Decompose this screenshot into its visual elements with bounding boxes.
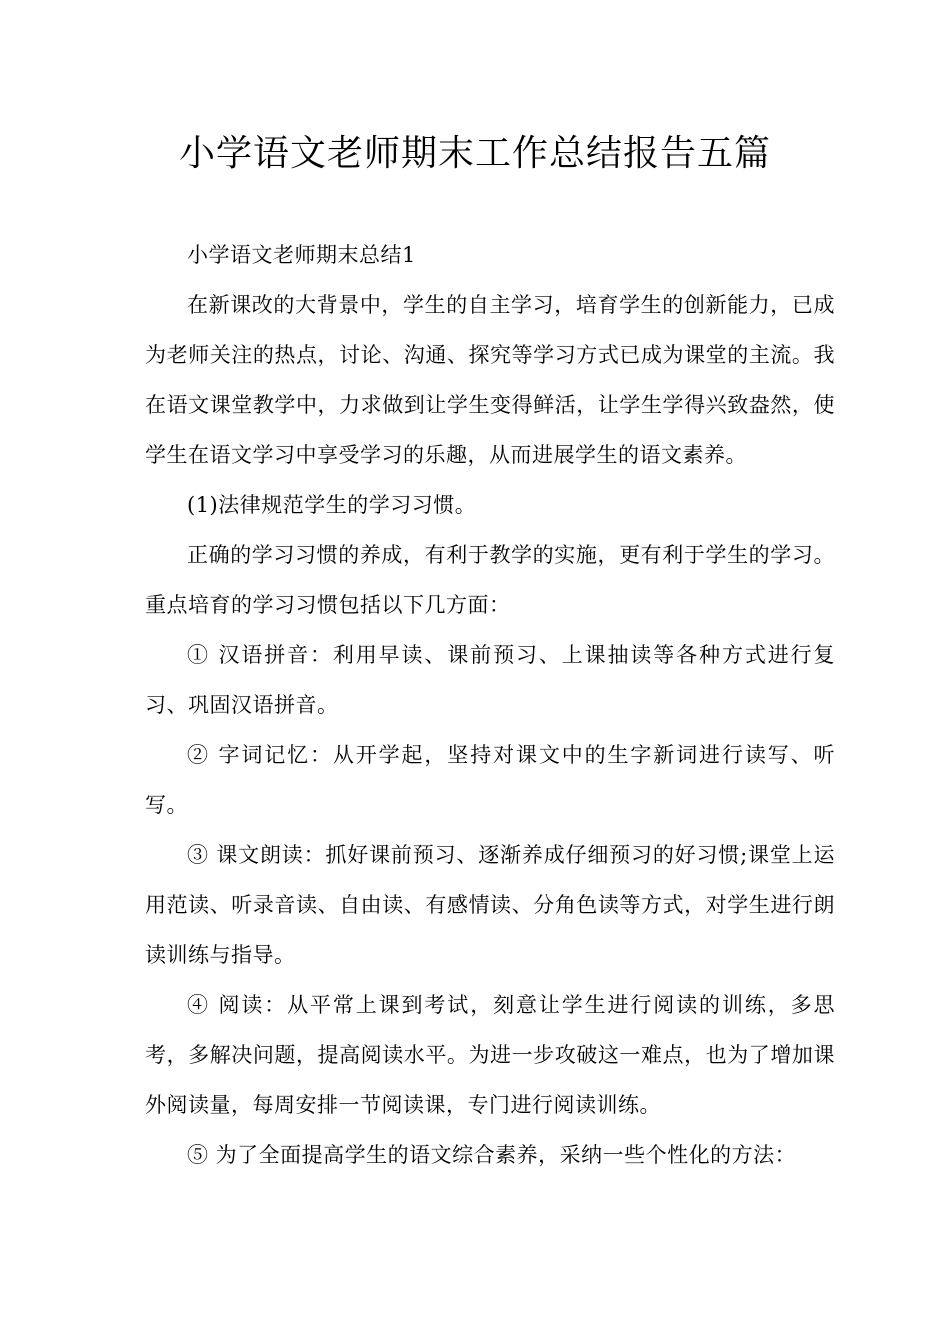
list-item: ① 汉语拼音：利用早读、课前预习、上课抽读等各种方式进行复习、巩固汉语拼音。 [145, 643, 835, 717]
paragraph: (1)法律规范学生的学习习惯。 [187, 493, 477, 517]
list-item: ③ 课文朗读：抓好课前预习、逐渐养成仔细预习的好习惯;课堂上运用范读、听录音读、自由读、有感情读、分角色读等方式，对学生进行朗读训练与指导。 [145, 843, 835, 967]
list-item: ⑤ 为了全面提高学生的语文综合素养，采纳一些个性化的方法： [187, 1143, 797, 1167]
document-title: 小学语文老师期末工作总结报告五篇 [178, 133, 771, 174]
list-item: ④ 阅读：从平常上课到考试，刻意让学生进行阅读的训练，多思考，多解决问题，提高阅读水平。为进一步攻破这一难点，也为了增加课外阅读量，每周安排一节阅读课，专门进行阅读训练。 [145, 993, 835, 1117]
list-item: ② 字词记忆：从开学起，坚持对课文中的生字新词进行读写、听写。 [145, 743, 835, 817]
document-body [145, 230, 835, 1180]
paragraph: 在新课改的大背景中，学生的自主学习，培育学生的创新能力，已成为老师关注的热点，讨论、沟通、探究等学习方式已成为课堂的主流。我在语文课堂教学中，力求做到让学生变得鲜活，让学生学得兴致盎然，使学生在语文学习中享受学习的乐趣，从而进展学生的语文素养。 [145, 293, 835, 467]
paragraph: 正确的学习习惯的养成，有利于教学的实施，更有利于学生的学习。重点培育的学习习惯包括以下几方面： [145, 543, 835, 617]
section-heading: 小学语文老师期末总结1 [187, 243, 416, 267]
